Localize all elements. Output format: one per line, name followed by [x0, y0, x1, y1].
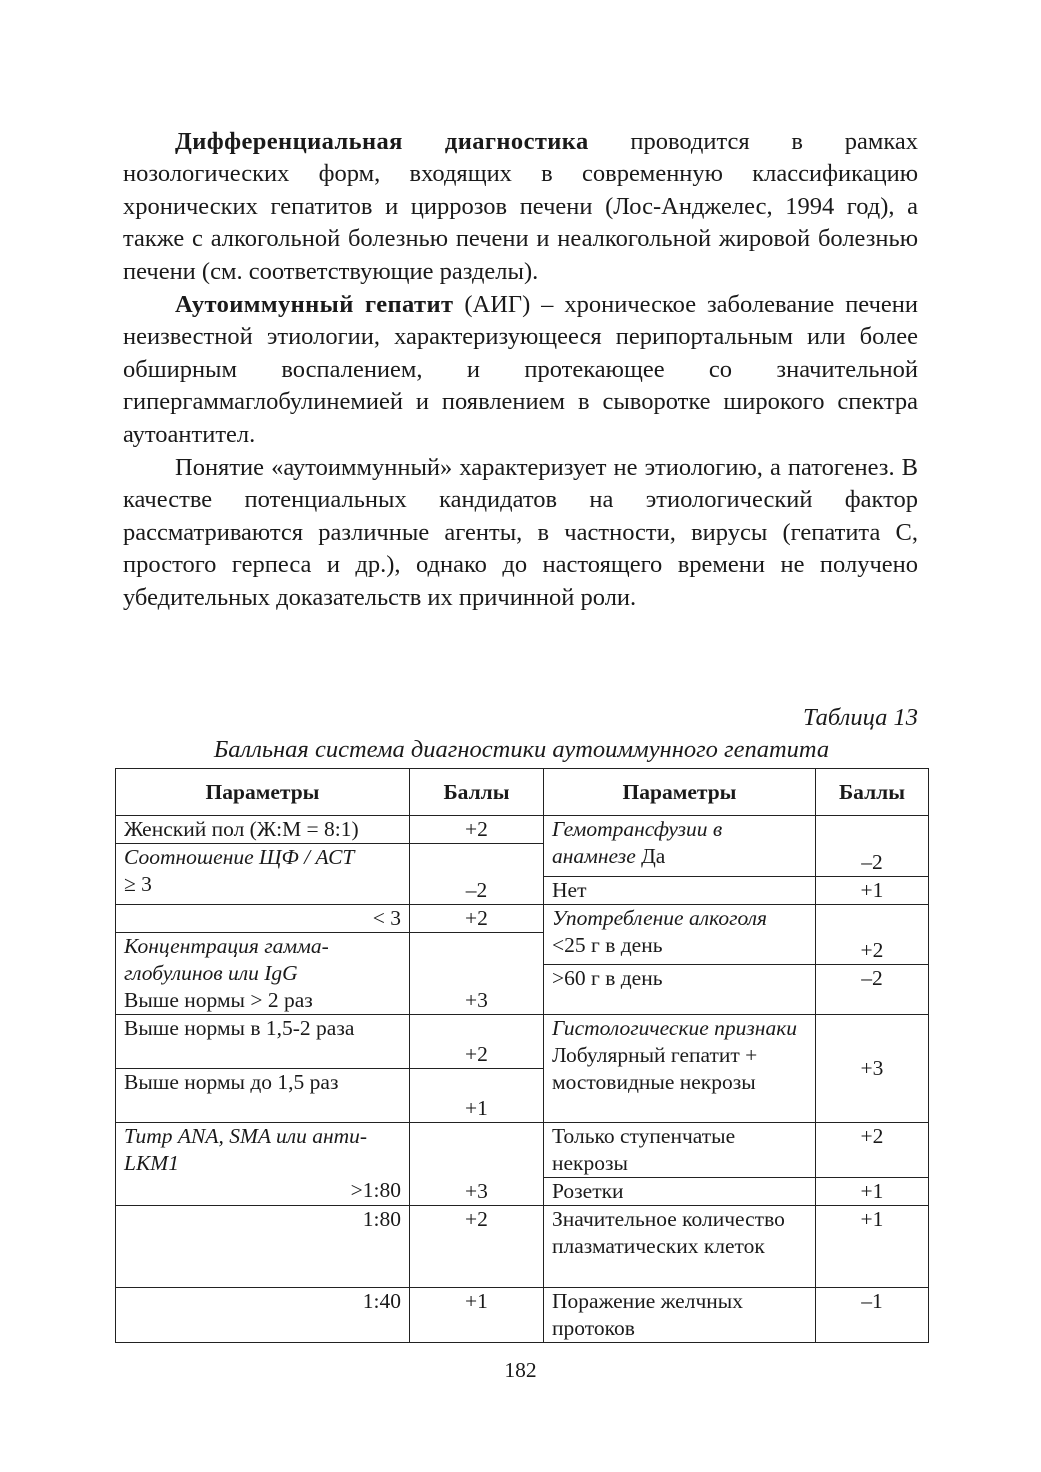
- table-header-row: [116, 769, 929, 816]
- page-number: 182: [504, 1358, 537, 1382]
- term-differential: Дифференциальная диагностика: [175, 128, 589, 155]
- cell-titer-eq40-score: +1: [410, 1288, 544, 1343]
- cell-female: Женский пол (Ж:М = 8:1): [116, 816, 410, 844]
- titer-gt80: >1:80: [350, 1178, 401, 1202]
- titer-label: Титр ANA, SMA или анти-LKM1: [124, 1124, 368, 1175]
- cell-gamma-upto15: Выше нормы до 1,5 раз: [116, 1069, 410, 1123]
- cell-alp-ast: [116, 844, 410, 905]
- cell-histology-stepwise: Только ступенчатые некрозы: [544, 1123, 816, 1178]
- paragraph-text: Понятие «аутоиммунный» характеризует не этиологию, а патогенез. В качестве потенциальных кандидатов на этиологический фактор рассматриваются различные агенты, в частности, вирусы (гепатита С, простого герпеса и др.), однако до настоящего времени не получено убедительных доказательств их причинной роли.: [123, 454, 918, 611]
- cell-histology-plasma: Значительное количество плазматических клеток: [544, 1206, 816, 1288]
- body-text: [123, 126, 918, 614]
- histology-label: Гистологические признаки: [552, 1016, 798, 1040]
- table-title: Балльная система диагностики аутоиммунного гепатита: [213, 736, 830, 763]
- cell-histology-bile: Поражение желчных протоков: [544, 1288, 816, 1343]
- gamma-above2: Выше нормы > 2 раз: [124, 988, 313, 1012]
- cell-female-score: +2: [410, 816, 544, 844]
- cell-transfusion-no-score: +1: [816, 877, 929, 905]
- paragraph-differential: [123, 126, 918, 288]
- cell-titer-eq80-score: +2: [410, 1206, 544, 1288]
- cell-titer-gt80-score: +3: [410, 1123, 544, 1206]
- alcohol-lt25: <25 г в день: [552, 933, 663, 957]
- cell-transfusion-no: Нет: [544, 877, 816, 905]
- header-score-left: Баллы: [410, 769, 544, 816]
- transfusion-label-2: анамнезе: [552, 844, 636, 868]
- cell-gamma-upto15-score: +1: [410, 1069, 544, 1123]
- cell-titer-eq40: 1:40: [116, 1288, 410, 1343]
- cell-alcohol: [544, 905, 816, 965]
- gamma-label: Концентрация гамма-глобулинов или IgG: [124, 934, 329, 985]
- scoring-table: [115, 768, 929, 1343]
- cell-alp-ast-lt3-score: +2: [410, 905, 544, 933]
- cell-gamma-above15-2: Выше нормы в 1,5-2 раза: [116, 1015, 410, 1069]
- cell-histology-lobular-score: +3: [816, 1015, 929, 1123]
- table-row: [116, 1123, 929, 1178]
- cell-histology-rosettes-score: +1: [816, 1178, 929, 1206]
- cell-alp-ast-ge3-score: –2: [410, 844, 544, 905]
- cell-titer-eq80: 1:80: [116, 1206, 410, 1288]
- cell-transfusion-yes-score: –2: [816, 816, 929, 877]
- paragraph-text: проводится в рамках нозологических форм, входящих в современную классификацию хронических гепатитов и циррозов печени (Лос-Анджелес, 1994 год), а также с алкогольной болезнью печени и неалкогольной жировой болезнью печени (см. соответствующие разделы).: [123, 128, 918, 285]
- cell-histology: [544, 1015, 816, 1123]
- header-score-right: Баллы: [816, 769, 929, 816]
- cell-alcohol-lt25-score: +2: [816, 905, 929, 965]
- cell-histology-plasma-score: +1: [816, 1206, 929, 1288]
- cell-gamma-above2-score: +3: [410, 933, 544, 1015]
- histology-lobular: Лобулярный гепатит + мостовидные некрозы: [552, 1043, 758, 1094]
- alp-ast-label: Соотношение ЩФ / АСТ: [124, 845, 355, 869]
- cell-alcohol-gt60: >60 г в день: [544, 964, 816, 1014]
- table-row: [116, 816, 929, 844]
- cell-transfusion: [544, 816, 816, 877]
- header-params-right: Параметры: [544, 769, 816, 816]
- cell-histology-bile-score: –1: [816, 1288, 929, 1343]
- table-row: [116, 1206, 929, 1288]
- transfusion-label: Гемотрансфузии в: [552, 817, 723, 841]
- table-row: [116, 1015, 929, 1069]
- cell-gamma: [116, 933, 410, 1015]
- table-number: Таблица 13: [802, 704, 918, 731]
- cell-titer: [116, 1123, 410, 1206]
- paragraph-autoimmune-concept: [123, 452, 918, 614]
- term-aih: Аутоиммунный гепатит: [175, 291, 454, 319]
- alp-ast-ge3: ≥ 3: [124, 872, 152, 896]
- cell-gamma-above15-2-score: +2: [410, 1015, 544, 1069]
- cell-histology-stepwise-score: +2: [816, 1123, 929, 1178]
- table-row: [116, 1288, 929, 1343]
- paragraph-aih: [123, 289, 918, 451]
- transfusion-yes: Да: [641, 844, 666, 868]
- cell-alcohol-gt60-score: –2: [816, 964, 929, 1014]
- paragraph-text: (АИГ) – хроническое заболевание печени неизвестной этиологии, характеризующееся перипортальным или более обширным воспалением, и протекающее со значительной гипергаммаглобулинемией и появлением в сыворотке широкого спектра аутоантител.: [123, 291, 918, 448]
- header-params-left: Параметры: [116, 769, 410, 816]
- table-row: [116, 905, 929, 933]
- cell-alp-ast-lt3: < 3: [116, 905, 410, 933]
- alcohol-label: Употребление алкоголя: [552, 906, 768, 930]
- cell-histology-rosettes: Розетки: [544, 1178, 816, 1206]
